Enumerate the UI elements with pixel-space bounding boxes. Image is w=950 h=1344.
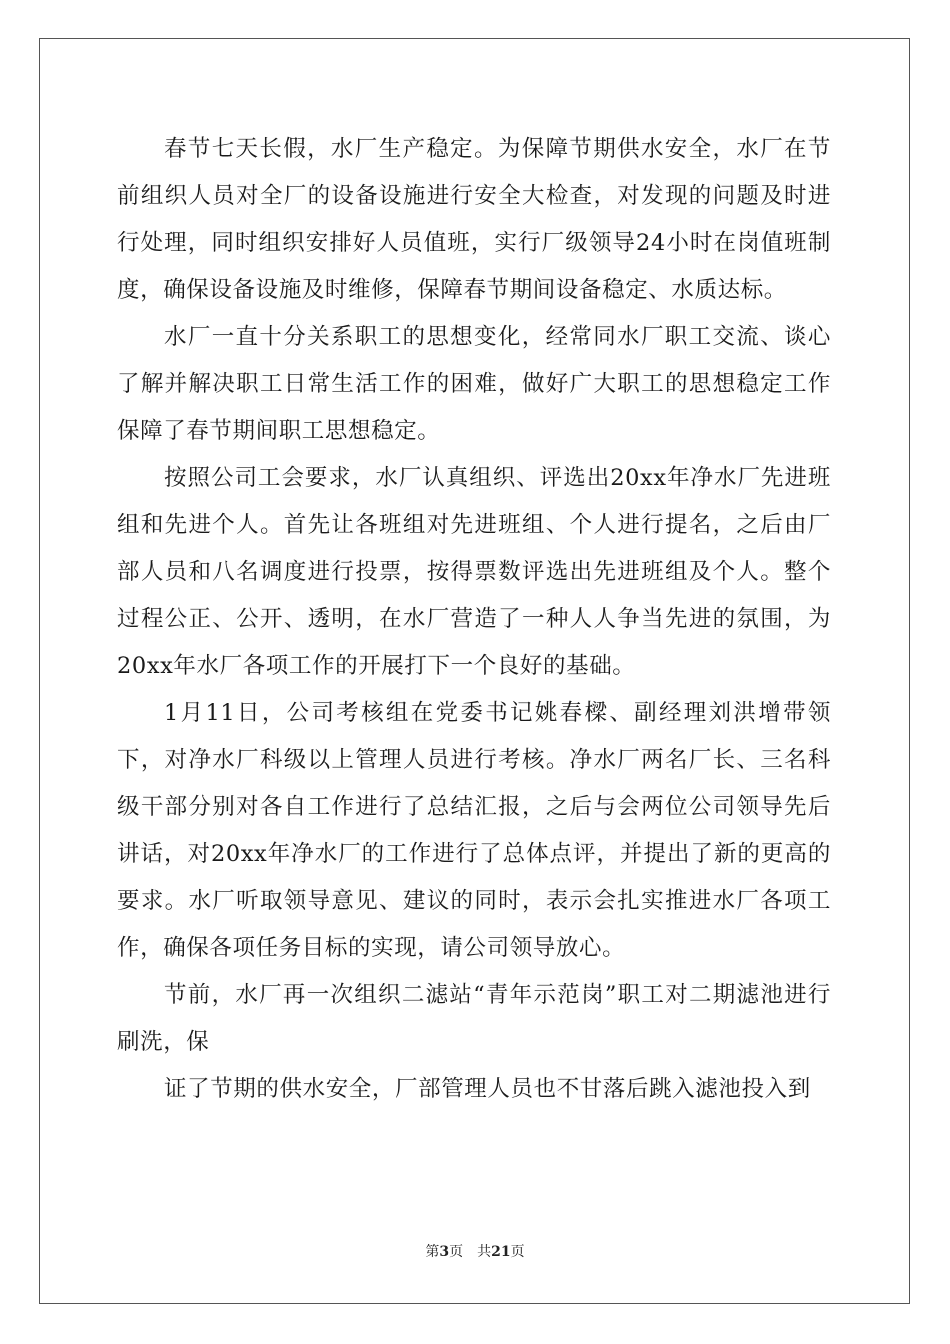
paragraph-3: 按照公司工会要求，水厂认真组织、评选出20xx年净水厂先进班组和先进个人。首先让各班组对先进班组、个人进行提名，之后由厂部人员和八名调度进行投票，按得票数评选出先进班组及个人。整个过程公正、公开、透明，在水厂营造了一种人人争当先进的氛围，为20xx年水厂各项工作的开展打下一个良好的基础。 — [117, 465, 831, 679]
paragraph-5: 节前，水厂再一次组织二滤站“青年示范岗”职工对二期滤池进行刷洗，保 — [117, 982, 831, 1055]
paragraph-6: 证了节期的供水安全，厂部管理人员也不甘落后跳入滤池投入到 — [164, 1076, 811, 1102]
footer-prefix: 第 — [425, 1244, 440, 1260]
page-footer — [0, 1243, 950, 1261]
footer-page-unit: 页 — [449, 1244, 464, 1260]
document-body — [117, 126, 831, 1113]
total-pages-number: 21 — [491, 1244, 511, 1260]
current-page-number: 3 — [439, 1244, 450, 1260]
paragraph-4: 1月11日，公司考核组在党委书记姚春樑、副经理刘洪增带领下，对净水厂科级以上管理人员进行考核。净水厂两名厂长、三名科级干部分别对各自工作进行了总结汇报，之后与会两位公司领导先后讲话，对20xx年净水厂的工作进行了总体点评，并提出了新的更高的要求。水厂听取领导意见、建议的同时，表示会扎实推进水厂各项工作，确保各项任务目标的实现，请公司领导放心。 — [117, 700, 831, 961]
paragraph-1: 春节七天长假，水厂生产稳定。为保障节期供水安全，水厂在节前组织人员对全厂的设备设施进行安全大检查，对发现的问题及时进行处理，同时组织安排好人员值班，实行厂级领导24小时在岗值班制度，确保设备设施及时维修，保障春节期间设备稳定、水质达标。 — [117, 136, 831, 303]
paragraph-2: 水厂一直十分关系职工的思想变化，经常同水厂职工交流、谈心了解并解决职工日常生活工作的困难，做好广大职工的思想稳定工作保障了春节期间职工思想稳定。 — [117, 324, 831, 444]
footer-total-prefix: 共 — [477, 1244, 492, 1260]
footer-total-unit: 页 — [510, 1244, 525, 1260]
